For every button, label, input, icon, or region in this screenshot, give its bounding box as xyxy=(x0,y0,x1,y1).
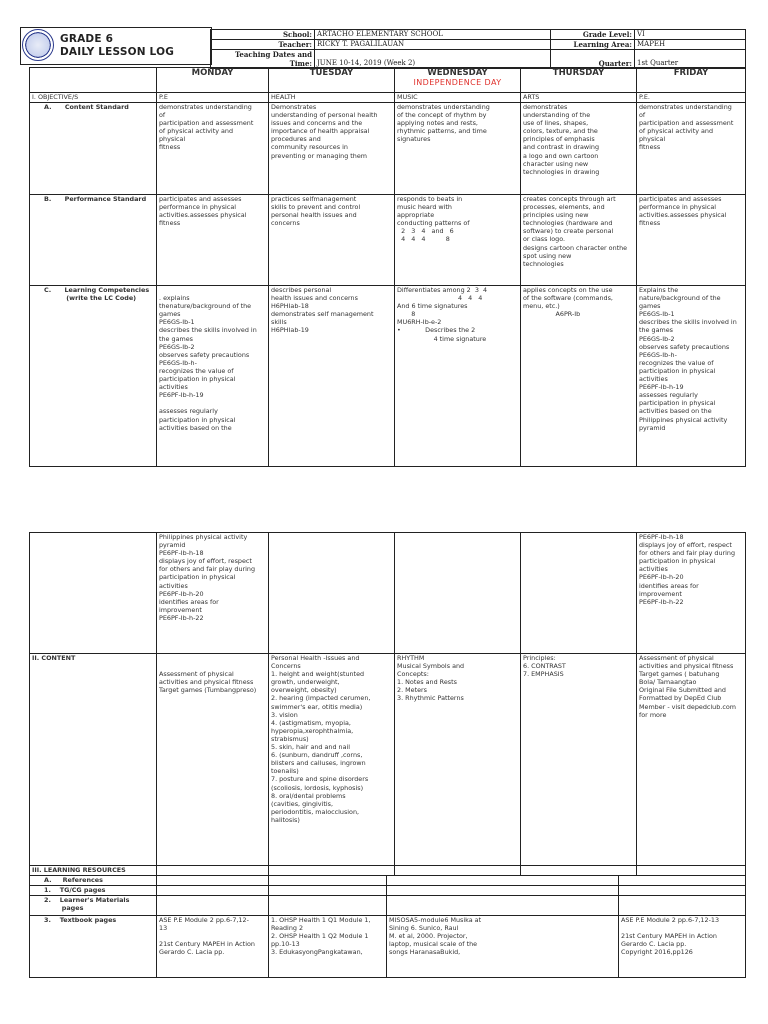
learners-materials-label: 2. Learner's Materials pages xyxy=(30,896,157,916)
teacher-label: Teacher: xyxy=(211,40,315,50)
performance-standard-label: B. Performance Standard xyxy=(30,195,157,286)
tg-cg-label: 1. TG/CG pages xyxy=(30,886,157,896)
subject-friday: P.E. xyxy=(637,93,746,103)
grade-value: VI xyxy=(635,30,746,40)
area-value: MAPEH xyxy=(635,40,746,50)
quarter-label: Quarter: xyxy=(551,50,635,69)
content-standard-cell: demonstrates understanding of participation and assessment of physical activity and physical fitness xyxy=(637,103,746,195)
competency-cont-cell: Philippines physical activity pyramid PE6PF-Ib-h-18 displays joy of effort, respect for others and fair play during participation in physical activities PE6PF-Ib-h-20 identifies areas for improvement PE6PF-Ib-h-22 xyxy=(157,533,269,654)
performance-standard-cell: responds to beats in music heard with appropriate conducting patterns of 2 3 4 and 6 4 4 4 8 xyxy=(395,195,521,286)
title-dll: DAILY LESSON LOG xyxy=(60,46,175,58)
thursday-heading: THURSDAY xyxy=(521,68,637,93)
holiday-label: INDEPENDENCE DAY xyxy=(413,78,502,87)
content-standard-cell: demonstrates understanding of participation and assessment of physical activity and physical fitness xyxy=(157,103,269,195)
friday-heading: FRIDAY xyxy=(637,68,746,93)
day-headings xyxy=(29,67,746,93)
learning-competencies-label: C. Learning Competencies (write the LC Code) xyxy=(30,286,157,467)
competency-cont-label xyxy=(30,533,157,654)
subject-thursday: ARTS xyxy=(521,93,637,103)
objectives-label: I. OBJECTIVE/S xyxy=(30,93,157,103)
learning-competency-cell: Differentiates among 2 3 4 4 4 4 And 6 time signatures 8 MU6RH-Ib-e-2 • Describes the 2 4 time signature xyxy=(395,286,521,467)
learning-competency-cell: applies concepts on the use of the software (commands, menu, etc.) A6PR-Ib xyxy=(521,286,637,467)
learning-resources-label: III. LEARNING RESOURCES xyxy=(30,866,157,876)
title-grade: GRADE 6 xyxy=(60,33,114,45)
blank-heading xyxy=(30,68,157,93)
content-standard-label: A. Content Standard xyxy=(30,103,157,195)
monday-heading: MONDAY xyxy=(157,68,269,93)
subject-tuesday: HEALTH xyxy=(269,93,395,103)
content-standard-cell: Demonstrates understanding of personal health issues and concerns and the importance of health appraisal procedures and community resources in preventing or managing them xyxy=(269,103,395,195)
learning-competency-cell: Explains the nature/background of the games PE6GS-Ib-1 describes the skills involved in the games PE6GS-Ib-2 observes safety precautions PE6GS-Ib-h- recognizes the value of participation in physical activities PE6PF-Ib-h-19 assesses regularly participation in physical activities based on the Philippines physical activity pyramid xyxy=(637,286,746,467)
objectives-table xyxy=(29,92,746,467)
textbook-cell: MISOSA5-module6 Musika at Sining 6. Sunico, Raul M. et al, 2000. Projector, laptop, musical scale of the songs HaranasaBukid, xyxy=(387,916,619,978)
wednesday-heading: WEDNESDAY INDEPENDENCE DAY xyxy=(395,68,521,93)
performance-standard-cell: participates and assesses performance in physical activities.assesses physical fitness xyxy=(637,195,746,286)
content-standard-cell: demonstrates understanding of the concept of rhythm by applying notes and rests, rhythmic patterns, and time signatures xyxy=(395,103,521,195)
performance-standard-cell: participates and assesses performance in physical activities.assesses physical fitness xyxy=(157,195,269,286)
content-cell: Principles: 6. CONTRAST 7. EMPHASIS xyxy=(521,654,637,866)
competency-cont-cell: PE6PF-Ib-h-18 displays joy of effort, respect for others and fair play during participation in physical activities PE6PF-Ib-h-20 identifies areas for improvement PE6PF-Ib-h-22 xyxy=(637,533,746,654)
deped-seal-icon xyxy=(22,29,54,61)
textbook-cell: 1. OHSP Health 1 Q1 Module 1, Reading 2 2. OHSP Health 1 Q2 Module 1 pp.10-13 3. EdukasyongPangkatawan, xyxy=(269,916,387,978)
performance-standard-cell: creates concepts through art processes, elements, and principles using new technologies (hardware and software) to create personal or class logo. designs cartoon character onthe spot using new technologies xyxy=(521,195,637,286)
content-cell: Assessment of physical activities and physical fitness Target games ( batuhang Bola/ Tamaangtao Original File Submitted and Formatted by DepEd Club Member - visit depedclub.com for more xyxy=(637,654,746,866)
quarter-value: 1st Quarter xyxy=(635,50,746,69)
references-label: A. References xyxy=(30,876,157,886)
subject-monday: P.E xyxy=(157,93,269,103)
textbook-cell: ASE P.E Module 2 pp.6-7,12-13 21st Century MAPEH in Action Gerardo C. Lacia pp. Copyright 2016,pp126 xyxy=(619,916,746,978)
content-cell: Assessment of physical activities and physical fitness Target games (Tumbangpreso) xyxy=(157,654,269,866)
content-label: II. CONTENT xyxy=(30,654,157,866)
learning-competency-cell: describes personal health issues and concerns H6PHIab-18 demonstrates self management skills H6PHIab-19 xyxy=(269,286,395,467)
resources-table xyxy=(29,875,746,978)
performance-standard-cell: practices selfmanagement skills to prevent and control personal health issues and concerns xyxy=(269,195,395,286)
dates-label: Teaching Dates and Time: xyxy=(211,50,315,69)
header-table xyxy=(210,29,746,69)
content-cell: RHYTHM Musical Symbols and Concepts: 1. Notes and Rests 2. Meters 3. Rhythmic Patterns xyxy=(395,654,521,866)
competency-cont-cell xyxy=(269,533,395,654)
competency-cont-cell xyxy=(521,533,637,654)
area-label: Learning Area: xyxy=(551,40,635,50)
textbook-cell: ASE P.E Module 2 pp.6-7,12- 13 21st Century MAPEH in Action Gerardo C. Lacia pp. xyxy=(157,916,269,978)
teacher-value: RICKY T. PAGALILAUAN xyxy=(315,40,551,50)
subject-wednesday: MUSIC xyxy=(395,93,521,103)
content-table xyxy=(29,532,746,876)
competency-cont-cell xyxy=(395,533,521,654)
dates-value: JUNE 10-14, 2019 (Week 2) xyxy=(315,50,551,69)
grade-label: Grade Level: xyxy=(551,30,635,40)
content-cell: Personal Health -Issues and Concerns 1. height and weight(stunted growth, underweight, overweight, obesity) 2. hearing (impacted cerumen, swimmer's ear, otitis media) 3. vision 4. (astigmatism, myopia, hyperopia,xerophthalmia, strabismus) 5. skin, hair and and nail 6. (sunburn, dandruff ,corns, blisters and calluses, ingrown toenails) 7. posture and spine disorders (scoliosis, lordosis, kyphosis) 8. oral/dental problems (cavities, gingivitis, periodontitis, malocclusion, halitosis) xyxy=(269,654,395,866)
textbook-label: 3. Textbook pages xyxy=(30,916,157,978)
learning-competency-cell: . explains thenature/background of the games PE6GS-Ib-1 describes the skills involved in the games PE6GS-Ib-2 observes safety precautions PE6GS-Ib-h- recognizes the value of participation in physical activities PE6PF-Ib-h-19 assesses regularly participation in physical activities based on the xyxy=(157,286,269,467)
school-value: ARTACHO ELEMENTARY SCHOOL xyxy=(315,30,551,40)
tuesday-heading: TUESDAY xyxy=(269,68,395,93)
content-standard-cell: demonstrates understanding of the use of lines, shapes, colors, texture, and the principles of emphasis and contrast in drawing a logo and own cartoon character using new technologies in drawing xyxy=(521,103,637,195)
school-label: School: xyxy=(211,30,315,40)
